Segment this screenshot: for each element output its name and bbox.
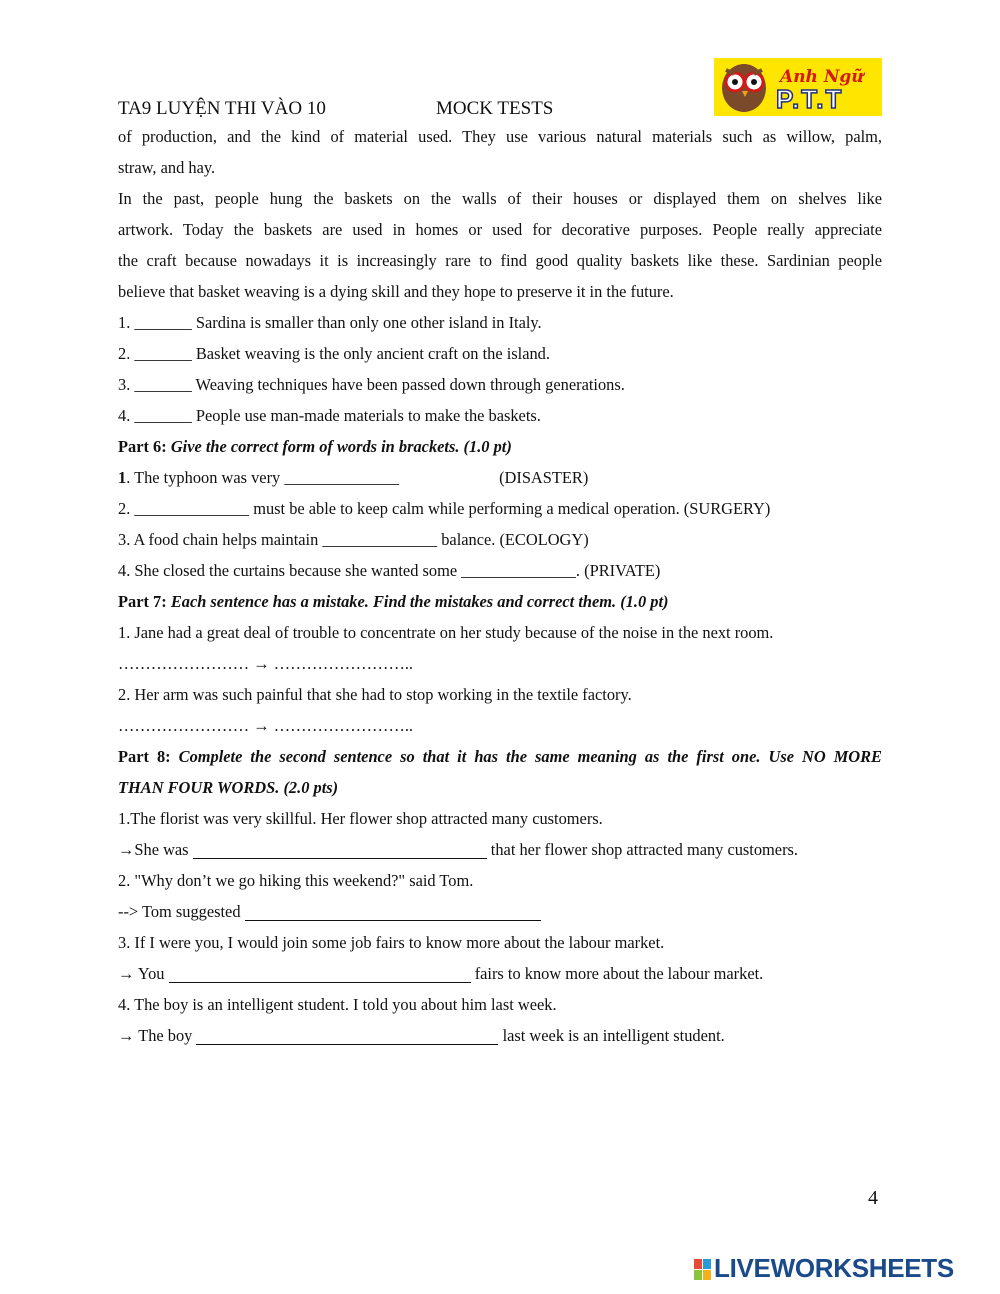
part7-question-1: 1. Jane had a great deal of trouble to concentrate on her study because of the noise in the next room.	[118, 623, 774, 642]
worksheet-content	[118, 121, 882, 1051]
answer-blank[interactable]	[196, 1026, 498, 1045]
passage-line: of production, and the kind of material used. They use various natural materials such as willow, palm,	[118, 127, 882, 146]
part6-heading	[118, 431, 882, 462]
header-left-title: TA9 LUYỆN THI VÀO 10	[118, 98, 326, 119]
part8-answer-1	[118, 834, 882, 865]
tf-item[interactable]: 4. _______ People use man-made materials to make the baskets.	[118, 406, 541, 425]
logo-bottom-text: P.T.T	[776, 84, 844, 114]
header-center-title: MOCK TESTS	[436, 98, 554, 119]
part8-question-1: 1.The florist was very skillful. Her flower shop attracted many customers.	[118, 809, 603, 828]
logo-top-text: Anh Ngữ	[780, 67, 864, 87]
part8-question-3: 3. If I were you, I would join some job fairs to know more about the labour market.	[118, 933, 665, 952]
answer-blank[interactable]	[193, 840, 487, 859]
part7-instruction: Each sentence has a mistake. Find the mistakes and correct them. (1.0 pt)	[170, 592, 669, 611]
answer-prefix: → The boy	[118, 1026, 193, 1045]
part7-question-2: 2. Her arm was such painful that she had to stop working in the textile factory.	[118, 685, 632, 704]
liveworksheets-brand[interactable]	[694, 1253, 990, 1284]
answer-suffix: that her flower shop attracted many customers.	[490, 840, 799, 859]
part6-question-1[interactable]	[118, 462, 882, 493]
answer-prefix: →She was	[118, 840, 189, 859]
passage-line: believe that basket weaving is a dying skill and they hope to preserve it in the future.	[118, 282, 674, 301]
part8-answer-4	[118, 1020, 882, 1051]
question-number: 1	[118, 468, 127, 487]
page-number: 4	[868, 1187, 878, 1209]
tf-item[interactable]: 1. _______ Sardina is smaller than only one other island in Italy.	[118, 313, 542, 332]
part8-instruction: Complete the second sentence so that it has the same meaning as the first one. Use NO MORE	[178, 747, 882, 766]
tf-item[interactable]: 3. _______ Weaving techniques have been passed down through generations.	[118, 375, 625, 394]
passage-line: the craft because nowadays it is increasingly rare to find good quality baskets like these. Sardinian people	[118, 251, 882, 270]
passage-line: In the past, people hung the baskets on the walls of their houses or displayed them on shelves like	[118, 189, 882, 208]
answer-blank[interactable]	[169, 964, 471, 983]
answer-suffix: last week is an intelligent student.	[502, 1026, 725, 1045]
part8-instruction-cont: THAN FOUR WORDS. (2.0 pts)	[118, 778, 339, 797]
part6-instruction: Give the correct form of words in brackets. (1.0 pt)	[170, 437, 512, 456]
part8-question-2: 2. "Why don’t we go hiking this weekend?" said Tom.	[118, 871, 474, 890]
part8-answer-3	[118, 958, 882, 989]
part6-question-4[interactable]: 4. She closed the curtains because she wanted some ______________. (PRIVATE)	[118, 561, 661, 580]
part8-label: Part 8:	[118, 747, 171, 766]
passage-line: straw, and hay.	[118, 158, 216, 177]
part6-question-3[interactable]: 3. A food chain helps maintain ______________ balance. (ECOLOGY)	[118, 530, 589, 549]
answer-prefix: --> Tom suggested	[118, 902, 241, 921]
tf-item[interactable]: 2. _______ Basket weaving is the only ancient craft on the island.	[118, 344, 550, 363]
part6-question-2[interactable]: 2. ______________ must be able to keep calm while performing a medical operation. (SURGERY)	[118, 499, 771, 518]
part7-answer-2[interactable]: …………………… → ……………………..	[118, 716, 414, 735]
part8-question-4: 4. The boy is an intelligent student. I told you about him last week.	[118, 995, 557, 1014]
school-logo	[714, 58, 882, 116]
part7-label: Part 7:	[118, 592, 167, 611]
part8-heading	[118, 741, 882, 772]
part6-label: Part 6:	[118, 437, 167, 456]
answer-blank[interactable]	[245, 902, 541, 921]
part8-answer-2	[118, 896, 882, 927]
liveworksheets-text: LIVEWORKSHEETS	[714, 1253, 954, 1283]
owl-icon	[722, 64, 766, 112]
liveworksheets-logo-icon	[694, 1259, 712, 1281]
part7-answer-1[interactable]: …………………… → ……………………..	[118, 654, 414, 673]
word-hint: (DISASTER)	[499, 468, 589, 487]
answer-prefix: → You	[118, 964, 165, 983]
passage-line: artwork. Today the baskets are used in homes or used for decorative purposes. People really appreciate	[118, 220, 882, 239]
part7-heading	[118, 586, 882, 617]
question-text: . The typhoon was very ______________	[126, 468, 400, 487]
answer-suffix: fairs to know more about the labour market.	[474, 964, 764, 983]
